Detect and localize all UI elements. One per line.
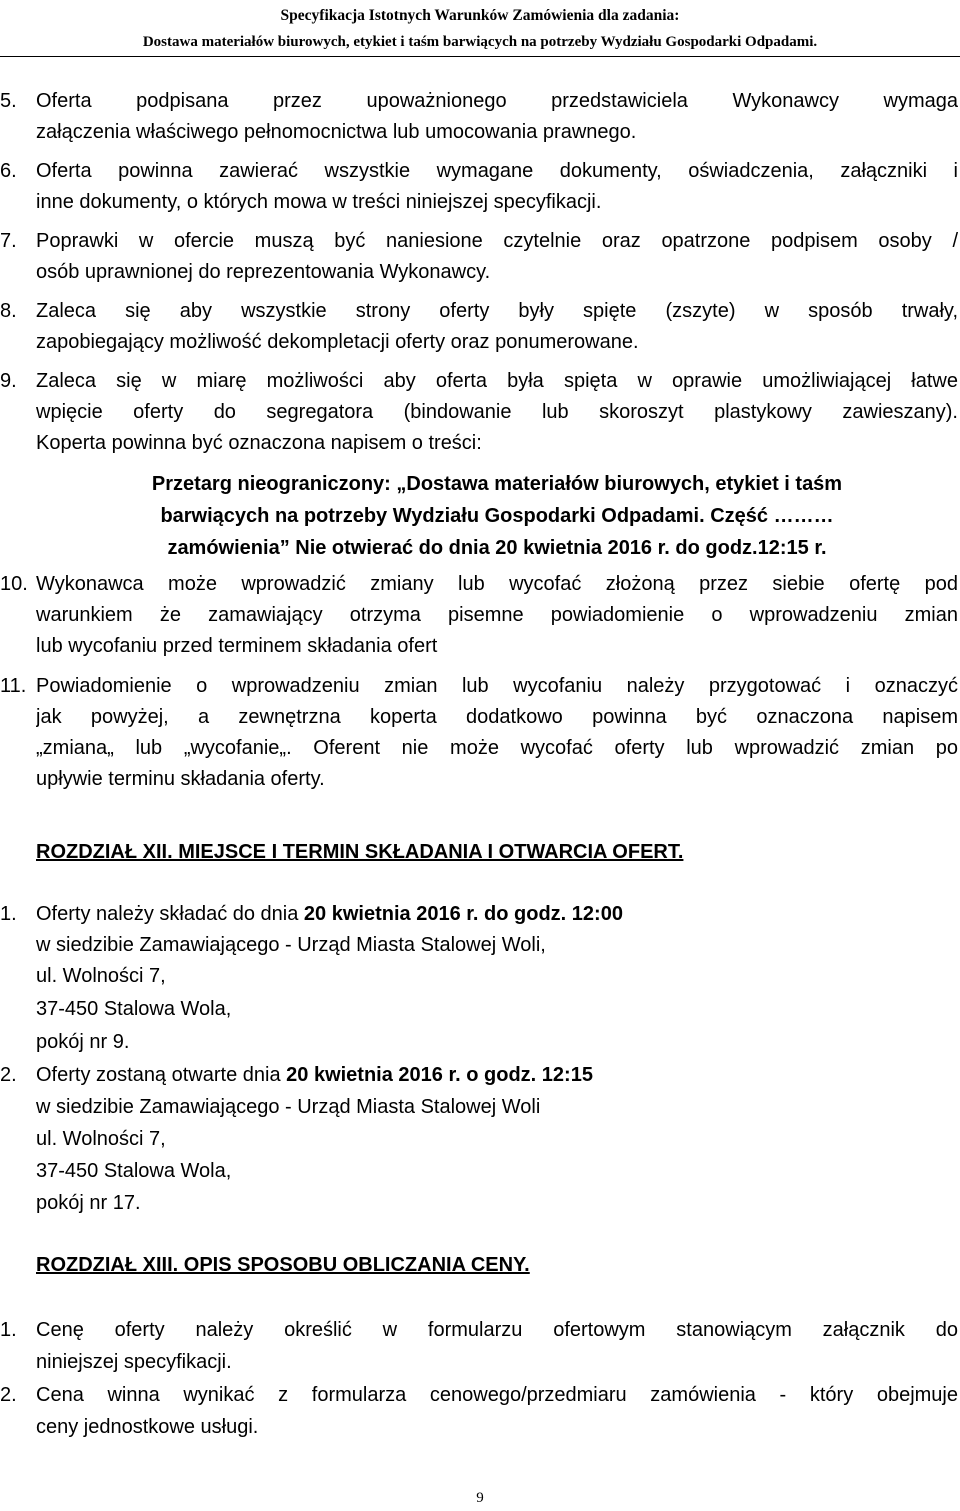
- item-line: inne dokumenty, o których mowa w treści niniejszej specyfikacji.: [36, 191, 602, 213]
- item-line: ceny jednostkowe usługi.: [36, 1416, 259, 1438]
- chapter-heading: ROZDZIAŁ XIII. OPIS SPOSOBU OBLICZANIA CENY.: [36, 1254, 530, 1276]
- item-line: niniejszej specyfikacji.: [36, 1351, 232, 1373]
- item-number: 1.: [0, 903, 17, 925]
- item-line: załączenia właściwego pełnomocnictwa lub umocowania prawnego.: [36, 121, 637, 143]
- item-line: zapobiegający możliwość dekompletacji oferty oraz ponumerowane.: [36, 331, 639, 353]
- item-line: pokój nr 17.: [36, 1192, 141, 1214]
- document-header: [0, 2, 960, 56]
- item-text: Oferty należy składać do dnia: [36, 903, 304, 925]
- opening-date: 20 kwietnia 2016 r. o godz. 12:15: [286, 1064, 593, 1086]
- chapter-heading: ROZDZIAŁ XII. MIEJSCE I TERMIN SKŁADANIA I OTWARCIA OFERT.: [36, 841, 684, 863]
- header-title: Specyfikacja Istotnych Warunków Zamówienia dla zadania:: [280, 7, 680, 24]
- item-line: warunkiem że zamawiający otrzyma pisemne powiadomienie o wprowadzeniu zmian: [36, 604, 958, 626]
- header-subtitle: Dostawa materiałów biurowych, etykiet i taśm barwiących na potrzeby Wydziału Gospodarki Odpadami.: [142, 34, 818, 50]
- item-line: ul. Wolności 7,: [36, 1128, 166, 1150]
- item-line: [36, 899, 623, 930]
- item-line: jak powyżej, a zewnętrzna koperta dodatkowo powinna być oznaczona napisem: [36, 706, 958, 728]
- item-line: Oferta powinna zawierać wszystkie wymagane dokumenty, oświadczenia, załączniki i: [36, 160, 958, 182]
- item-line: osób uprawnionej do reprezentowania Wykonawcy.: [36, 261, 491, 283]
- item-number: 2.: [0, 1064, 17, 1086]
- item-line: „zmiana„ lub „wycofanie„. Oferent nie może wycofać oferty lub wprowadzić zmian po: [36, 737, 958, 759]
- header-divider: [0, 56, 960, 57]
- item-line: Zaleca się w miarę możliwości aby oferta była spięta w oprawie umożliwiającej łatwe: [36, 370, 958, 392]
- item-line: Powiadomienie o wprowadzeniu zmian lub wycofaniu należy przygotować i oznaczyć: [36, 675, 958, 697]
- item-line: Oferta podpisana przez upoważnionego przedstawiciela Wykonawcy wymaga: [36, 90, 958, 112]
- item-number: 8.: [0, 300, 17, 322]
- item-line: Poprawki w ofercie muszą być naniesione czytelnie oraz opatrzone podpisem osoby /: [36, 230, 958, 252]
- item-line: lub wycofaniu przed terminem składania ofert: [36, 635, 438, 657]
- item-line: Zaleca się aby wszystkie strony oferty były spięte (zszyte) w sposób trwały,: [36, 300, 958, 322]
- item-number: 11.: [0, 675, 27, 697]
- item-number: 5.: [0, 90, 17, 112]
- item-line: [36, 1060, 593, 1091]
- item-number: 6.: [0, 160, 17, 182]
- item-line: pokój nr 9.: [36, 1031, 130, 1053]
- item-line: 37-450 Stalowa Wola,: [36, 998, 232, 1020]
- item-number: 9.: [0, 370, 17, 392]
- envelope-label-line: barwiących na potrzeby Wydziału Gospodarki Odpadami. Część ………: [160, 505, 834, 527]
- envelope-label-line: Przetarg nieograniczony: „Dostawa materiałów biurowych, etykiet i taśm: [151, 473, 843, 495]
- item-line: upływie terminu składania oferty.: [36, 768, 325, 790]
- item-number: 2.: [0, 1384, 17, 1406]
- item-line: Cena winna wynikać z formularza cenowego/przedmiaru zamówienia - który obejmuje: [36, 1384, 958, 1406]
- item-line: Koperta powinna być oznaczona napisem o treści:: [36, 432, 482, 454]
- item-line: 37-450 Stalowa Wola,: [36, 1160, 232, 1182]
- item-number: 7.: [0, 230, 17, 252]
- item-number: 10.: [0, 573, 28, 595]
- envelope-label-line: zamówienia” Nie otwierać do dnia 20 kwietnia 2016 r. do godz.12:15 r.: [167, 537, 827, 559]
- item-line: w siedzibie Zamawiającego - Urząd Miasta Stalowej Woli: [36, 1096, 541, 1118]
- deadline-date: 20 kwietnia 2016 r. do godz. 12:00: [303, 903, 623, 925]
- item-line: Cenę oferty należy określić w formularzu ofertowym stanowiącym załącznik do: [36, 1319, 958, 1341]
- item-text: Oferty zostaną otwarte dnia: [36, 1064, 287, 1086]
- item-line: wpięcie oferty do segregatora (bindowanie lub skoroszyt plastykowy zawieszany).: [36, 401, 958, 423]
- item-number: 1.: [0, 1319, 17, 1341]
- item-line: Wykonawca może wprowadzić zmiany lub wycofać złożoną przez siebie ofertę pod: [36, 573, 958, 595]
- page-number: 9: [476, 1490, 484, 1506]
- item-line: w siedzibie Zamawiającego - Urząd Miasta Stalowej Woli,: [36, 934, 546, 956]
- item-line: ul. Wolności 7,: [36, 965, 166, 987]
